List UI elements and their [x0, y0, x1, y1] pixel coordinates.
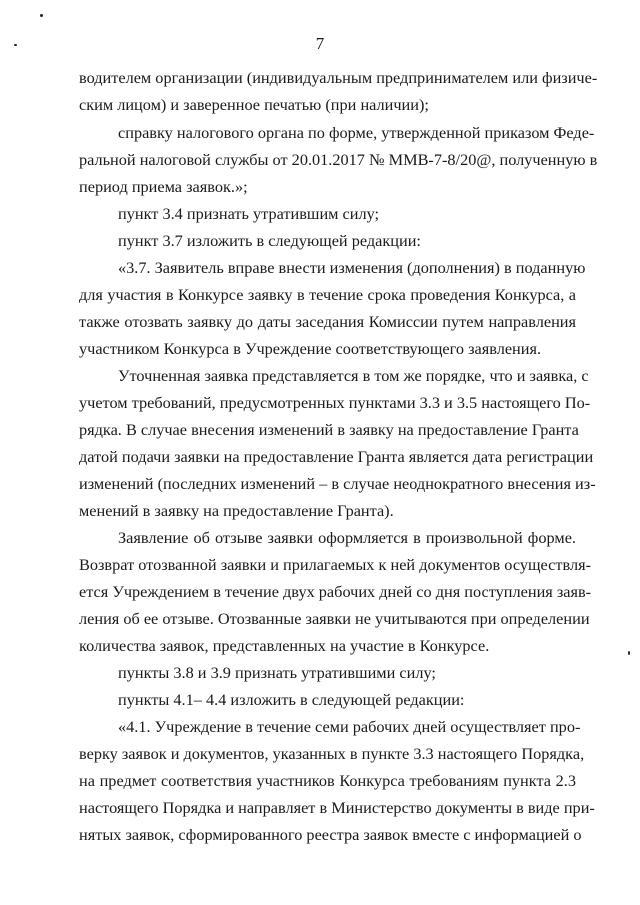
scan-speck [40, 14, 43, 17]
text-line: ским лицом) и заверенное печатью (при наличии); [79, 95, 429, 114]
text-line: учетом требований, предусмотренных пунктами 3.3 и 3.5 настоящего По- [79, 393, 591, 412]
text-line: датой подачи заявки на предоставление Гранта является дата регистрации [79, 447, 594, 466]
text-line: ется Учреждением в течение двух рабочих дней со дня поступления заяв- [79, 582, 592, 601]
text-line: на предмет соответствия участников Конкурса требованиям пункта 2.3 [79, 771, 576, 790]
text-line: «4.1. Учреждение в течение семи рабочих дней осуществляет про- [118, 717, 581, 736]
text-line: справку налогового органа по форме, утвержденной приказом Федe- [118, 123, 595, 142]
text-line: также отозвать заявку до даты заседания Комиссии путем направления [79, 312, 576, 331]
text-line: изменений (последних изменений – в случае неоднократного внесения из- [79, 474, 596, 493]
text-line: Уточненная заявка представляется в том же порядке, что и заявка, с [118, 366, 589, 385]
text-line: менений в заявку на предоставление Гранта). [79, 501, 394, 520]
text-line: количества заявок, представленных на участие в Конкурсе. [79, 636, 490, 655]
text-line: ральной налоговой службы от 20.01.2017 № ММВ-7-8/20@, полученную в [79, 150, 598, 169]
text-line: верку заявок и документов, указанных в пункте 3.3 настоящего Порядка, [79, 744, 585, 763]
page-number: 7 [315, 34, 325, 53]
text-line: пункт 3.7 изложить в следующей редакции: [118, 231, 421, 250]
text-line: рядка. В случае внесения изменений в заявку на предоставление Гранта [79, 420, 579, 439]
text-line: водителем организации (индивидуальным предпринимателем или физиче- [79, 68, 598, 87]
text-line: участником Конкурса в Учреждение соответствующего заявления. [79, 339, 542, 358]
text-line: настоящего Порядка и направляет в Министерство документы в виде при- [79, 798, 595, 817]
text-line: нятых заявок, сформированного реестра заявок вместе с информацией о [79, 825, 582, 844]
text-line: ления об ее отзыве. Отозванные заявки не учитываются при определении [79, 609, 590, 628]
text-line: период приема заявок.»; [79, 177, 248, 196]
scan-speck [14, 44, 17, 46]
scan-speck [628, 651, 630, 655]
text-line: Заявление об отзыве заявки оформляется в произвольной форме. [118, 528, 576, 547]
text-line: пункт 3.4 признать утратившим силу; [118, 204, 380, 223]
text-line: для участия в Конкурсе заявку в течение срока проведения Конкурса, а [79, 285, 576, 304]
text-line: Возврат отозванной заявки и прилагаемых к ней документов осуществля- [79, 555, 591, 574]
text-line: пункты 3.8 и 3.9 признать утратившими силу; [118, 663, 436, 682]
text-line: «3.7. Заявитель вправе внести изменения (дополнения) в поданную [118, 258, 586, 277]
text-line: пункты 4.1– 4.4 изложить в следующей редакции: [118, 690, 465, 709]
